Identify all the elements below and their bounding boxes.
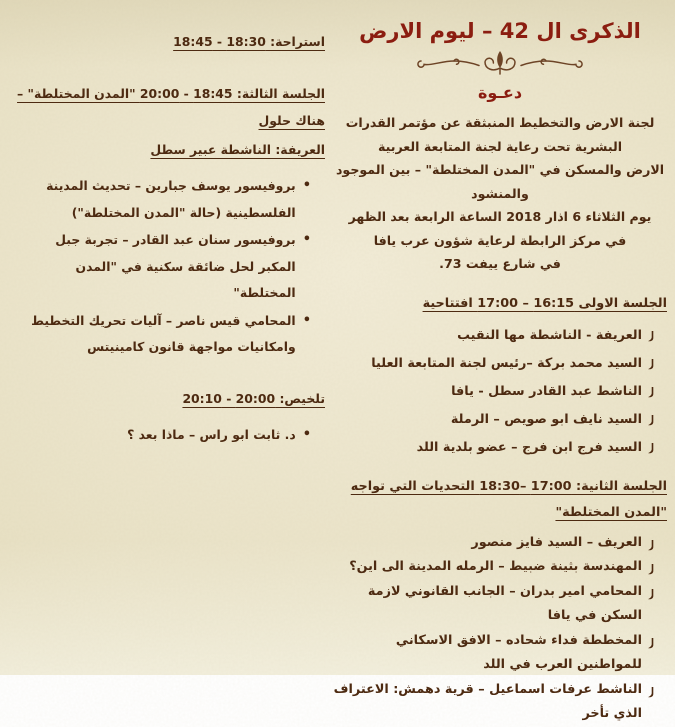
leaf-bullet-icon [647,387,655,398]
session2-heading: الجلسة الثانية: 17:00 –18:30 التحديات التي تواجه "المدن المختلطة" [350,478,667,520]
session-1 [333,291,667,462]
item-text: العريفة - الناشطة مها النقيب [457,327,642,343]
session3-list [16,173,325,361]
list-item [16,173,311,226]
intro-line: في مركز الرابطة لرعاية شؤون عرب يافا [373,232,627,248]
item-text: السيد فرج ابن فرج – عضو بلدية اللد [416,439,642,455]
main-column [333,12,667,727]
session-2 [333,474,667,727]
side-column [14,12,325,727]
summary-heading: تلخيص: 20:00 - 20:10 [182,390,325,406]
summary-section [16,385,325,449]
leaf-bullet-icon [647,687,655,698]
item-text: المحامي قيس ناصر – آليات تحريك التخطيط وامكانيات مواجهة قانون كامينيتس [31,312,296,354]
session-3 [16,80,325,361]
event-title: الذكرى ال 42 – ليوم الارض [359,19,641,43]
intro-line: البشرية تحت رعاية لجنة المتابعة العربية [377,138,623,154]
list-item [333,378,655,406]
dot-bullet-icon: • [302,426,311,442]
list-item [333,322,655,350]
list-item [333,531,655,556]
leaf-bullet-icon [647,359,655,370]
item-text: المحامي امير بدران – الجانب القانوني لازمة السكن في يافا [367,583,642,623]
item-text: الناشط عبد القادر سطل - يافا [451,383,642,399]
item-text: بروفيسور سنان عبد القادر – تجربة جبل المكبر لحل ضائقة سكنية في "المدن المختلطة" [55,232,296,300]
list-item [16,308,311,361]
item-text: السيد نايف ابو صويص – الرملة [450,411,642,427]
session3-moderator: العريفة: الناشطة عبير سطل [150,142,325,157]
leaf-bullet-icon [647,540,655,551]
summary-list [16,422,325,449]
break-heading: استراحة: 18:30 - 18:45 [173,34,325,49]
dot-bullet-icon: • [302,312,311,328]
list-item [16,227,311,307]
list-item [16,422,311,449]
item-text: بروفيسور يوسف جبارين – تحديث المدينة الفلسطينية (حالة "المدن المختلطة") [46,178,296,220]
item-text: السيد محمد بركة –رئيس لجنة المتابعة العليا [371,355,642,371]
invitation-heading: دعـوة [477,83,523,102]
dot-bullet-icon: • [302,178,311,193]
leaf-bullet-icon [647,443,655,454]
divider [333,49,667,76]
list-item [333,434,655,462]
intro-line: يوم الثلاثاء 6 اذار 2018 الساعة الرابعة بعد الظهر [348,209,652,224]
dot-bullet-icon: • [302,232,311,247]
list-item [333,580,655,629]
intro-paragraph [333,111,667,276]
list-item [333,629,655,678]
intro-line: لجنة الارض والتخطيط المنبثقة عن مؤتمر القدرات [345,115,655,130]
session2-list [333,531,667,727]
leaf-bullet-icon [647,415,655,426]
leaf-bullet-icon [647,564,655,575]
list-item [333,555,655,580]
session3-heading: الجلسة الثالثة: 18:45 - 20:00 "المدن المختلطة" – هناك حلول [17,86,325,128]
list-item [333,406,655,434]
item-text: د. ثابت ابو راس – ماذا بعد ؟ [127,426,296,442]
intro-line: في شارع ييفت 73. [439,256,561,271]
leaf-bullet-icon [647,331,655,342]
leaf-bullet-icon [647,638,655,649]
item-text: المهندسة بثينة ضبيط – الرمله المدينة الى اين؟ [349,559,642,574]
list-item [333,350,655,378]
list-item [333,678,655,727]
item-text: الناشط عرفات اسماعيل – قرية دهمش: الاعتراف الذي تأخر [333,681,642,721]
session1-list [333,322,667,462]
item-text: العريف – السيد فايز منصور [471,534,642,550]
divider-flourish-icon [415,49,585,76]
session1-heading: الجلسة الاولى 16:15 – 17:00 افتتاحية [422,295,667,311]
item-text: المخططة فداء شحاده – الافق الاسكاني للمواطنين العرب في اللد [395,632,642,672]
leaf-bullet-icon [647,589,655,600]
intro-line: الارض والمسكن في "المدن المختلطة" – بين الموجود والمنشود [335,162,665,201]
